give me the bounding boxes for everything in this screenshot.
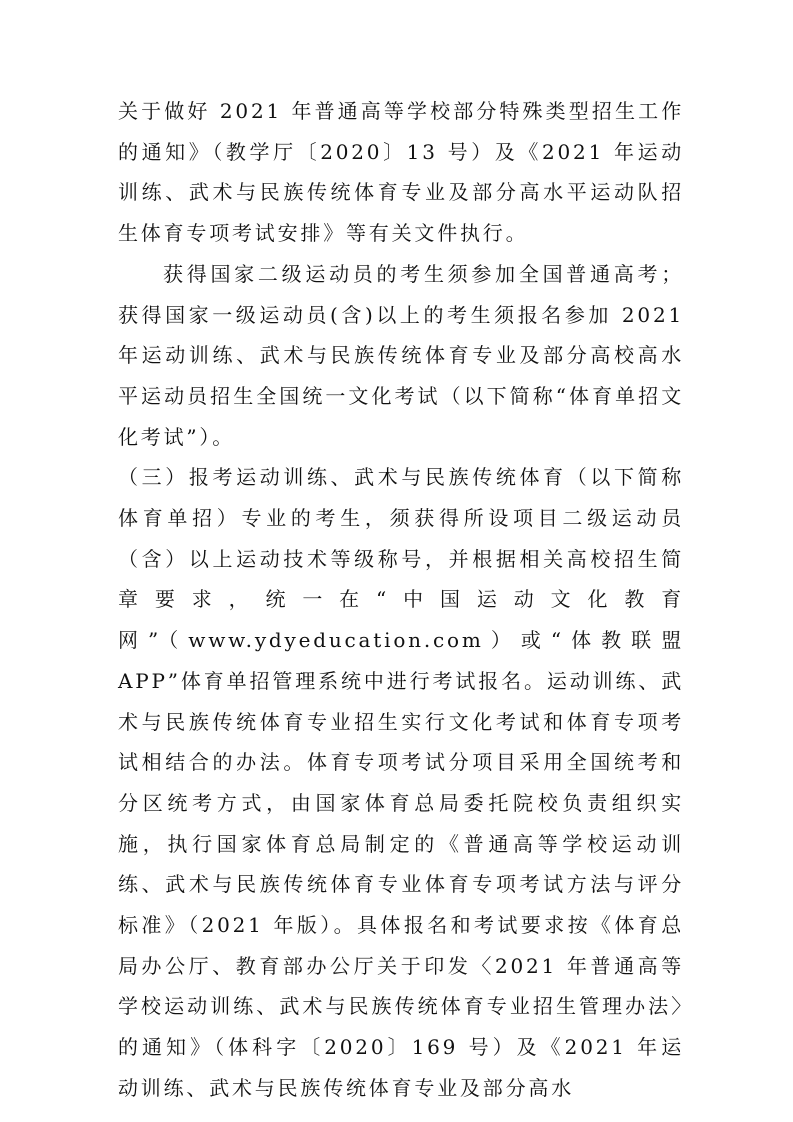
paragraph-notice-reference: 关于做好 2021 年普通高等学校部分特殊类型招生工作的通知》（教学厅〔2020〕13 号）及《2021 年运动训练、武术与民族传统体育专业及部分高水平运动队招生体育专项考试安排》等有关文件执行。 bbox=[118, 99, 684, 246]
document-body bbox=[118, 91, 684, 1109]
paragraph-section-three: （三）报考运动训练、武术与民族传统体育（以下简称体育单招）专业的考生，须获得所设项目二级运动员（含）以上运动技术等级称号，并根据相关高校招生简章要求，统一在“中国运动文化教育网”（www.ydyeducation.com）或“体教联盟 APP”体育单招管理系统中进行考试报名。运动训练、武术与民族传统体育专业招生实行文化考试和体育专项考试相结合的办法。体育专项考试分项目采用全国统考和分区统考方式，由国家体育总局委托院校负责组织实施，执行国家体育总局制定的《普通高等学校运动训练、武术与民族传统体育专业体育专项考试方法与评分标准》（2021 年版）。具体报名和考试要求按《体育总局办公厅、教育部办公厅关于印发〈2021 年普通高等学校运动训练、武术与民族传统体育专业招生管理办法〉的通知》（体科字〔2020〕169 号）及《2021 年运动训练、武术与民族传统体育专业及部分高水 bbox=[118, 465, 684, 1100]
paragraph-exam-requirement: 获得国家二级运动员的考生须参加全国普通高考；获得国家一级运动员(含)以上的考生须报名参加 2021 年运动训练、武术与民族传统体育专业及部分高校高水平运动员招生全国统一文化考试（以下简称“体育单招文化考试”）。 bbox=[118, 261, 684, 449]
